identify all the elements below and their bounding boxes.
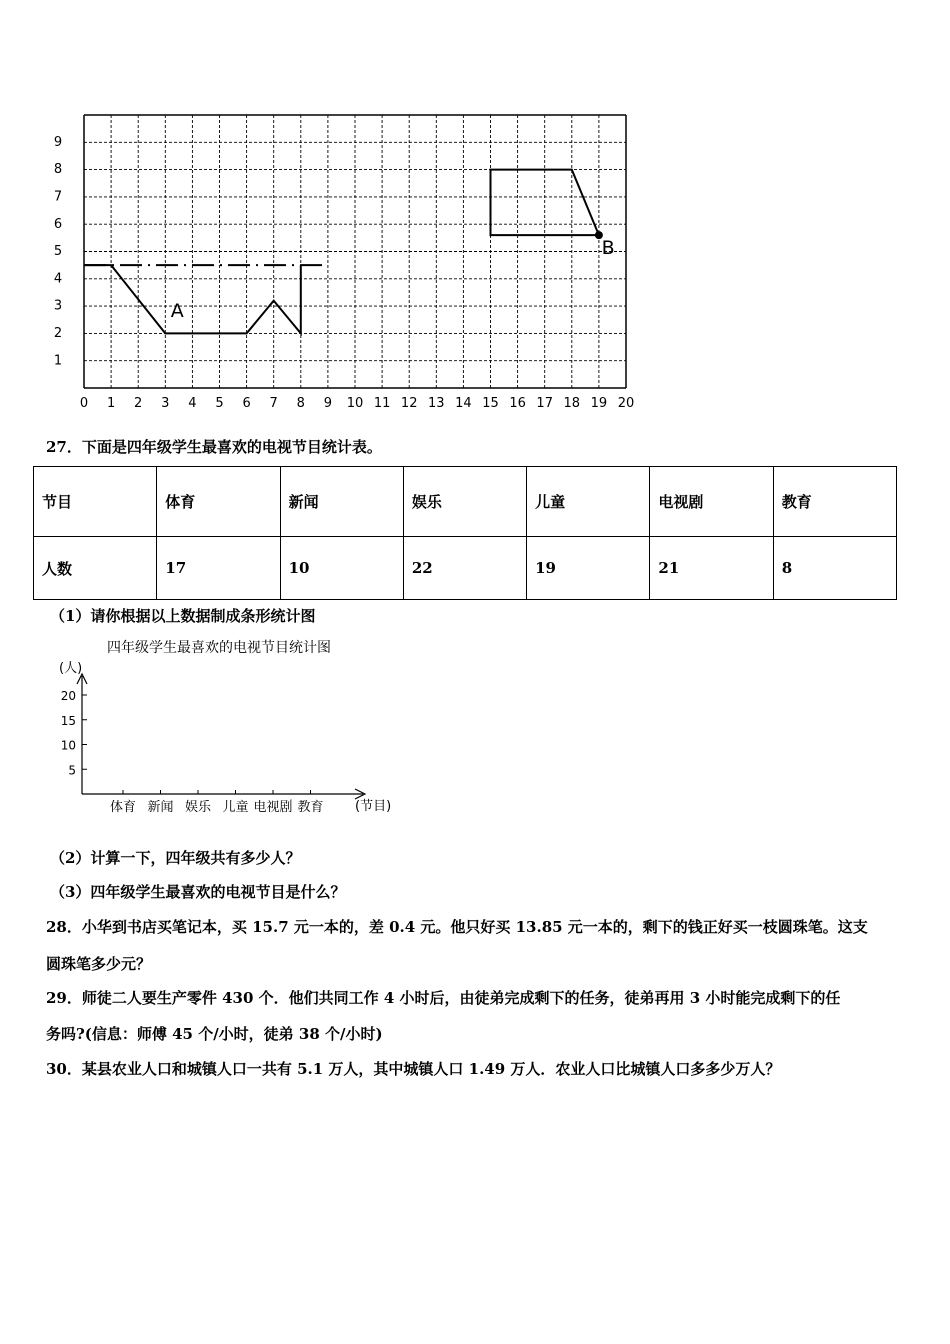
x-tick-label: 18 <box>563 396 581 411</box>
y-tick-label: 8 <box>53 162 63 178</box>
x-tick-label: 16 <box>509 396 526 411</box>
q29-line2: 务吗?(信息：师傅 45 个/小时，徒弟 38 个/小时) <box>46 1025 383 1043</box>
table-cell: 节目 <box>34 467 157 537</box>
table-cell: 10 <box>280 537 403 600</box>
q30-line1: 30．某县农业人口和城镇人口一共有 5.1 万人，其中城镇人口 1.49 万人．农业人口比城镇人口多多少万人？ <box>46 1060 781 1078</box>
y-tick-label: 4 <box>53 271 63 287</box>
x-category-label: 教育 <box>297 800 324 815</box>
x-axis-ticks <box>80 396 634 411</box>
y-tick-label: 5 <box>53 244 63 260</box>
table-cell: 电视剧 <box>650 467 773 537</box>
x-tick-label: 6 <box>242 396 251 411</box>
table-cell: 体育 <box>157 467 280 537</box>
x-axis-label: (节目) <box>355 799 392 814</box>
table-cell: 人数 <box>34 537 157 600</box>
q29-line1: 29．师徒二人要生产零件 430 个．他们共同工作 4 小时后，由徒弟完成剩下的任务，徒弟再用 3 小时能完成剩下的任 <box>46 989 841 1007</box>
x-tick-label: 7 <box>269 396 278 411</box>
y-axis-ticks <box>54 135 62 368</box>
y-tick-label: 6 <box>53 216 63 232</box>
x-tick-label: 1 <box>106 396 116 411</box>
table-cell: 儿童 <box>527 467 650 537</box>
x-tick-label: 8 <box>296 396 305 411</box>
table-row <box>34 467 897 537</box>
table-cell: 22 <box>403 537 526 600</box>
y-axis-label: (人) <box>59 661 83 676</box>
table-cell: 新闻 <box>280 467 403 537</box>
y-tick-label: 5 <box>68 763 76 778</box>
x-tick-label: 19 <box>590 396 608 411</box>
y-tick-label: 10 <box>60 738 76 753</box>
x-category-label: 电视剧 <box>253 800 293 815</box>
y-tick-label: 20 <box>60 689 76 703</box>
tv-program-table <box>33 466 897 600</box>
y-tick-label: 2 <box>53 326 63 342</box>
q27-sub2: （2）计算一下，四年级共有多少人？ <box>50 849 301 867</box>
x-tick-label: 2 <box>134 396 143 411</box>
coordinate-grid-figure <box>40 108 650 411</box>
x-tick-label: 14 <box>455 396 472 411</box>
y-tick-label: 7 <box>53 189 63 205</box>
y-tick-label: 9 <box>53 134 63 150</box>
x-tick-label: 20 <box>617 396 635 411</box>
grid-lines <box>84 115 626 388</box>
bar-chart-figure <box>45 632 415 822</box>
x-tick-label: 13 <box>428 396 445 411</box>
label-a: A <box>170 300 184 323</box>
label-b: B <box>601 237 615 260</box>
x-tick-label: 12 <box>400 396 418 411</box>
table-row <box>34 537 897 600</box>
x-tick-label: 4 <box>188 396 197 411</box>
x-tick-label: 0 <box>79 396 89 411</box>
q27-title: 27．下面是四年级学生最喜欢的电视节目统计表。 <box>46 438 382 456</box>
x-tick-label: 11 <box>373 396 391 411</box>
q28-line1: 28．小华到书店买笔记本，买 15.7 元一本的，差 0.4 元。他只好买 13.85 元一本的，剩下的钱正好买一枝圆珠笔。这支 <box>46 918 868 936</box>
x-tick-label: 17 <box>536 396 553 411</box>
table-cell: 21 <box>650 537 773 600</box>
table-cell: 17 <box>157 537 280 600</box>
table-cell: 教育 <box>773 467 896 537</box>
x-tick-label: 5 <box>215 396 224 411</box>
x-category-label: 体育 <box>109 800 137 815</box>
x-tick-label: 15 <box>482 396 499 411</box>
table-cell: 19 <box>527 537 650 600</box>
y-axis-ticks <box>61 689 87 777</box>
x-category-label: 娱乐 <box>184 800 212 815</box>
x-tick-label: 3 <box>161 396 170 411</box>
y-tick-label: 1 <box>53 353 63 369</box>
table-cell: 8 <box>773 537 896 600</box>
y-tick-label: 15 <box>60 713 76 728</box>
q27-sub3: （3）四年级学生最喜欢的电视节目是什么？ <box>50 883 346 901</box>
table-cell: 娱乐 <box>403 467 526 537</box>
x-tick-label: 9 <box>323 396 333 411</box>
q28-line2: 圆珠笔多少元？ <box>46 955 152 973</box>
x-category-label: 新闻 <box>147 800 174 815</box>
x-tick-label: 10 <box>346 396 364 411</box>
x-category-label: 儿童 <box>222 800 249 815</box>
chart-title: 四年级学生最喜欢的电视节目统计图 <box>107 640 331 656</box>
y-tick-label: 3 <box>53 298 63 314</box>
q27-sub1: （1）请你根据以上数据制成条形统计图 <box>50 607 316 625</box>
